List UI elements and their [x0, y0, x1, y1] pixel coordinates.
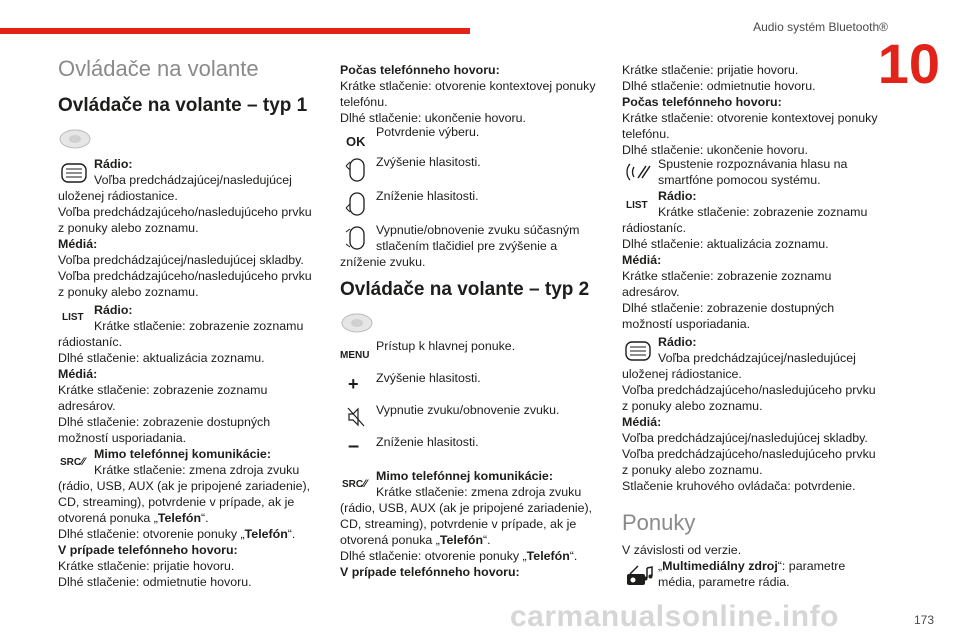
menu-icon: MENU	[340, 350, 370, 361]
watermark: carmanualsonline.info	[510, 600, 839, 633]
block-wheel3: Rádio: Voľba predchádzajúcej/nasledujúcej uloženej rádiostanice. Voľba predchádzajúceho/nasledujúceho prvku z ponuky alebo zoznamu. Médiá: Voľba predchádzajúcej/nasledujúcej skladby. Voľba predchádzajúceho/nasledujúceho prvku z ponuky alebo zoznamu. Stlačenie kruhového ovládača: potvrdenie.	[622, 335, 876, 493]
src-icon: SRC⁄⁄	[342, 478, 367, 490]
steering-wheel-type1-icon	[58, 128, 92, 154]
subsection-heading-type2: Ovládače na volante – typ 2	[340, 279, 590, 300]
thumbwheel-icon	[624, 340, 652, 366]
voice-command-icon	[624, 160, 652, 188]
block-mute: Vypnutie/obnovenie zvuku súčasným stlačením tlačidiel pre zvýšenie a zníženie zvuku.	[340, 223, 580, 269]
section-heading: Ovládače na volante	[58, 56, 259, 81]
running-header: Audio systém Bluetooth®	[753, 20, 888, 34]
block-ok: OK Potvrdenie výberu.	[346, 125, 480, 149]
block-plus: + Zvýšenie hlasitosti.	[348, 371, 481, 394]
list-icon: LIST	[626, 200, 648, 211]
block-radio-wheel: Rádio: Voľba predchádzajúcej/nasledujúcej uloženej rádiostanice. Voľba predchádzajúceho/nasledujúceho prvku z ponuky alebo zoznamu. Médiá: Voľba predchádzajúcej/nasledujúcej skladby. Voľba predchádzajúceho/nasledujúceho prvku z ponuky alebo zoznamu.	[58, 157, 312, 299]
thumbwheel-icon	[60, 162, 88, 188]
menus-heading: Ponuky	[622, 510, 696, 535]
chapter-number: 10	[877, 32, 940, 95]
block-menu: MENU Prístup k hlavnej ponuke.	[340, 338, 602, 354]
steering-wheel-type2-icon	[340, 312, 374, 338]
src-icon: SRC⁄⁄	[60, 456, 85, 468]
mute-icon	[346, 406, 366, 432]
block-src2: SRC⁄⁄ Mimo telefónnej komunikácie: Krátke stlačenie: zmena zdroja zvuku (rádio, USB, AUX (ak je pripojené zariadenie), CD, streaming), potvrdenie v prípade, ak je otvorená ponuka „Telefón“. Dlhé stlačenie: otvorenie ponuky „Telefón“. V prípade telefónneho hovoru:	[340, 469, 593, 579]
thumbwheel-up-icon	[342, 156, 372, 188]
multimedia-source-icon	[624, 562, 654, 592]
thumbwheel-down-icon	[342, 190, 372, 222]
block-src: SRC⁄⁄ Mimo telefónnej komunikácie: Krátke stlačenie: zmena zdroja zvuku (rádio, USB, AUX (ak je pripojené zariadenie), CD, streaming), potvrdenie v prípade, ak je otvorená ponuka „Telefón“. Dlhé stlačenie: otvorenie ponuky „Telefón“. V prípade telefónneho hovoru: Krátke stlačenie: prijatie hovoru. Dlhé stlačenie: odmietnutie hovoru.	[58, 447, 311, 589]
subsection-heading-type1: Ovládače na volante – typ 1	[58, 95, 308, 116]
block-list3: LIST Rádio: Krátke stlačenie: zobrazenie zoznamu rádiostaníc. Dlhé stlačenie: aktualizácia zoznamu. Médiá: Krátke stlačenie: zobrazenie zoznamu adresárov. Dlhé stlačenie: zobrazenie dostupných možností usporiadania.	[622, 189, 868, 331]
list-icon: LIST	[62, 312, 84, 323]
block-vol-down: Zníženie hlasitosti.	[340, 188, 602, 204]
block-media-source: „Multimediálny zdroj“: parametre média, parametre rádia.	[622, 558, 884, 590]
plus-icon: +	[348, 374, 359, 394]
menus-intro: V závislosti od verzie.	[622, 543, 742, 557]
block-call3: Počas telefónneho hovoru: Krátke stlačenie: otvorenie kontextovej ponuky telefónu. Dlhé stlačenie: ukončenie hovoru.	[622, 95, 878, 157]
call-answer-text: Krátke stlačenie: prijatie hovoru. Dlhé stlačenie: odmietnutie hovoru.	[622, 63, 816, 93]
page-number: 173	[913, 613, 934, 627]
block-minus: – Zníženie hlasitosti.	[348, 435, 479, 457]
block-voice: Spustenie rozpoznávania hlasu na smartfóne pomocou systému.	[622, 156, 884, 188]
minus-icon: –	[348, 435, 360, 457]
block-radio-list: LIST Rádio: Krátke stlačenie: zobrazenie zoznamu rádiostaníc. Dlhé stlačenie: aktualizácia zoznamu. Médiá: Krátke stlačenie: zobrazenie zoznamu adresárov. Dlhé stlačenie: zobrazenie dostupných možností usporiadania.	[58, 303, 304, 445]
block-call: Počas telefónneho hovoru: Krátke stlačenie: otvorenie kontextovej ponuky telefónu. Dlhé stlačenie: ukončenie hovoru.	[340, 63, 596, 125]
thumbwheel-both-icon	[342, 224, 372, 256]
block-mute2: Vypnutie zvuku/obnovenie zvuku.	[340, 402, 602, 418]
block-vol-up: Zvýšenie hlasitosti.	[340, 154, 602, 170]
ok-icon: OK	[346, 134, 366, 149]
header-red-bar	[0, 28, 470, 34]
